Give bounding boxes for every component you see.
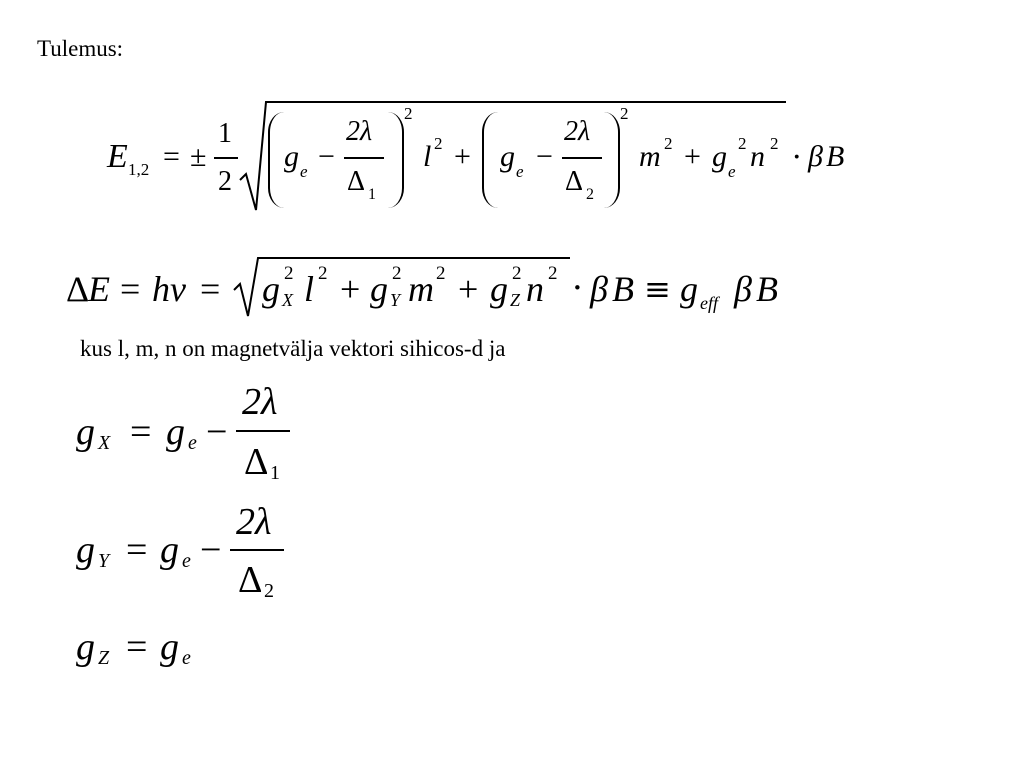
subscript-eff: eff [700, 293, 718, 313]
symbol-g: g [490, 269, 508, 309]
symbol-n: n [750, 140, 765, 173]
equals-sign: = [130, 411, 152, 453]
subscript-Y: Y [98, 550, 110, 572]
symbol-g: g [262, 269, 280, 309]
symbol-g: g [76, 411, 95, 453]
exponent-2: 2 [770, 134, 779, 153]
symbol-beta: β [734, 269, 752, 309]
exponent-2: 2 [620, 104, 629, 123]
subscript-X: X [282, 290, 293, 310]
symbol-E: E [88, 269, 110, 309]
equals-sign: = [126, 529, 148, 571]
exponent-2: 2 [436, 263, 446, 284]
subscript-X: X [98, 432, 111, 454]
symbol-g: g [284, 140, 299, 173]
symbol-g: g [160, 529, 179, 571]
subscript-e: e [188, 432, 197, 454]
symbol-g: g [160, 626, 179, 668]
symbol-delta: Δ [66, 269, 90, 309]
equals-sign: = [200, 269, 221, 309]
symbol-E: E [107, 138, 128, 175]
subscript-Z: Z [510, 290, 521, 310]
subscript-e: e [182, 647, 191, 669]
minus-sign: − [318, 140, 335, 173]
subscript-2: 2 [264, 580, 274, 602]
numerator-2-lambda: 2λ [346, 116, 373, 147]
minus-sign: − [200, 529, 222, 571]
exponent-2: 2 [318, 263, 328, 284]
symbol-B: B [612, 269, 634, 309]
exponent-2: 2 [392, 263, 402, 284]
symbol-g: g [76, 626, 95, 668]
denominator-delta: Δ [238, 559, 263, 601]
denominator-delta: Δ [347, 166, 366, 197]
dot-operator: · [792, 140, 802, 175]
exponent-2: 2 [512, 263, 522, 284]
equals-sign: = [163, 140, 180, 173]
minus-sign: − [206, 411, 228, 453]
subscript-e: e [728, 162, 736, 181]
plus-sign: + [340, 269, 361, 309]
equivalence-sign: ≡ [644, 270, 671, 308]
equals-sign: = [120, 269, 141, 309]
subscript-e: e [300, 162, 308, 181]
symbol-g: g [76, 529, 95, 571]
subscript-1-2: 1,2 [128, 160, 150, 179]
plus-sign: + [458, 269, 479, 309]
symbol-g: g [500, 140, 515, 173]
plus-minus-sign: ± [190, 140, 207, 173]
numerator-2-lambda: 2λ [236, 501, 272, 543]
plus-sign: + [454, 140, 471, 173]
symbol-B: B [826, 140, 845, 173]
dot-operator: · [572, 268, 583, 308]
symbol-l: l [423, 140, 432, 173]
subscript-2: 2 [586, 186, 594, 203]
exponent-2: 2 [664, 134, 673, 153]
symbol-m: m [639, 140, 661, 173]
numerator-2-lambda: 2λ [564, 116, 591, 147]
symbol-g: g [680, 269, 698, 309]
symbol-B: B [756, 269, 778, 309]
heading-tulemus: Tulemus: [37, 36, 124, 61]
plus-sign: + [684, 140, 701, 173]
symbol-nu: ν [170, 269, 186, 309]
exponent-2: 2 [404, 104, 413, 123]
exponent-2: 2 [434, 134, 443, 153]
exponent-2: 2 [548, 263, 558, 284]
exponent-2: 2 [284, 263, 294, 284]
subscript-Z: Z [98, 647, 110, 669]
subscript-e: e [516, 162, 524, 181]
subscript-1: 1 [368, 186, 376, 203]
symbol-g: g [712, 140, 727, 173]
minus-sign: − [536, 140, 553, 173]
equals-sign: = [126, 626, 148, 668]
numerator-2-lambda: 2λ [242, 381, 278, 423]
symbol-l: l [304, 269, 315, 309]
subscript-e: e [182, 550, 191, 572]
symbol-beta: β [808, 140, 823, 173]
symbol-m: m [408, 269, 434, 309]
denominator-delta: Δ [244, 441, 269, 483]
denominator-delta: Δ [565, 166, 584, 197]
symbol-beta: β [590, 269, 608, 309]
exponent-2: 2 [738, 134, 747, 153]
symbol-g: g [370, 269, 388, 309]
fraction-numerator-one: 1 [218, 118, 232, 149]
note-direction-cosines: kus l, m, n on magnetvälja vektori sihicos-d ja [80, 336, 506, 361]
symbol-g: g [166, 411, 185, 453]
symbol-h: h [152, 269, 170, 309]
symbol-n: n [526, 269, 544, 309]
fraction-denominator-two: 2 [218, 166, 232, 197]
subscript-Y: Y [390, 290, 401, 310]
subscript-1: 1 [270, 462, 280, 484]
